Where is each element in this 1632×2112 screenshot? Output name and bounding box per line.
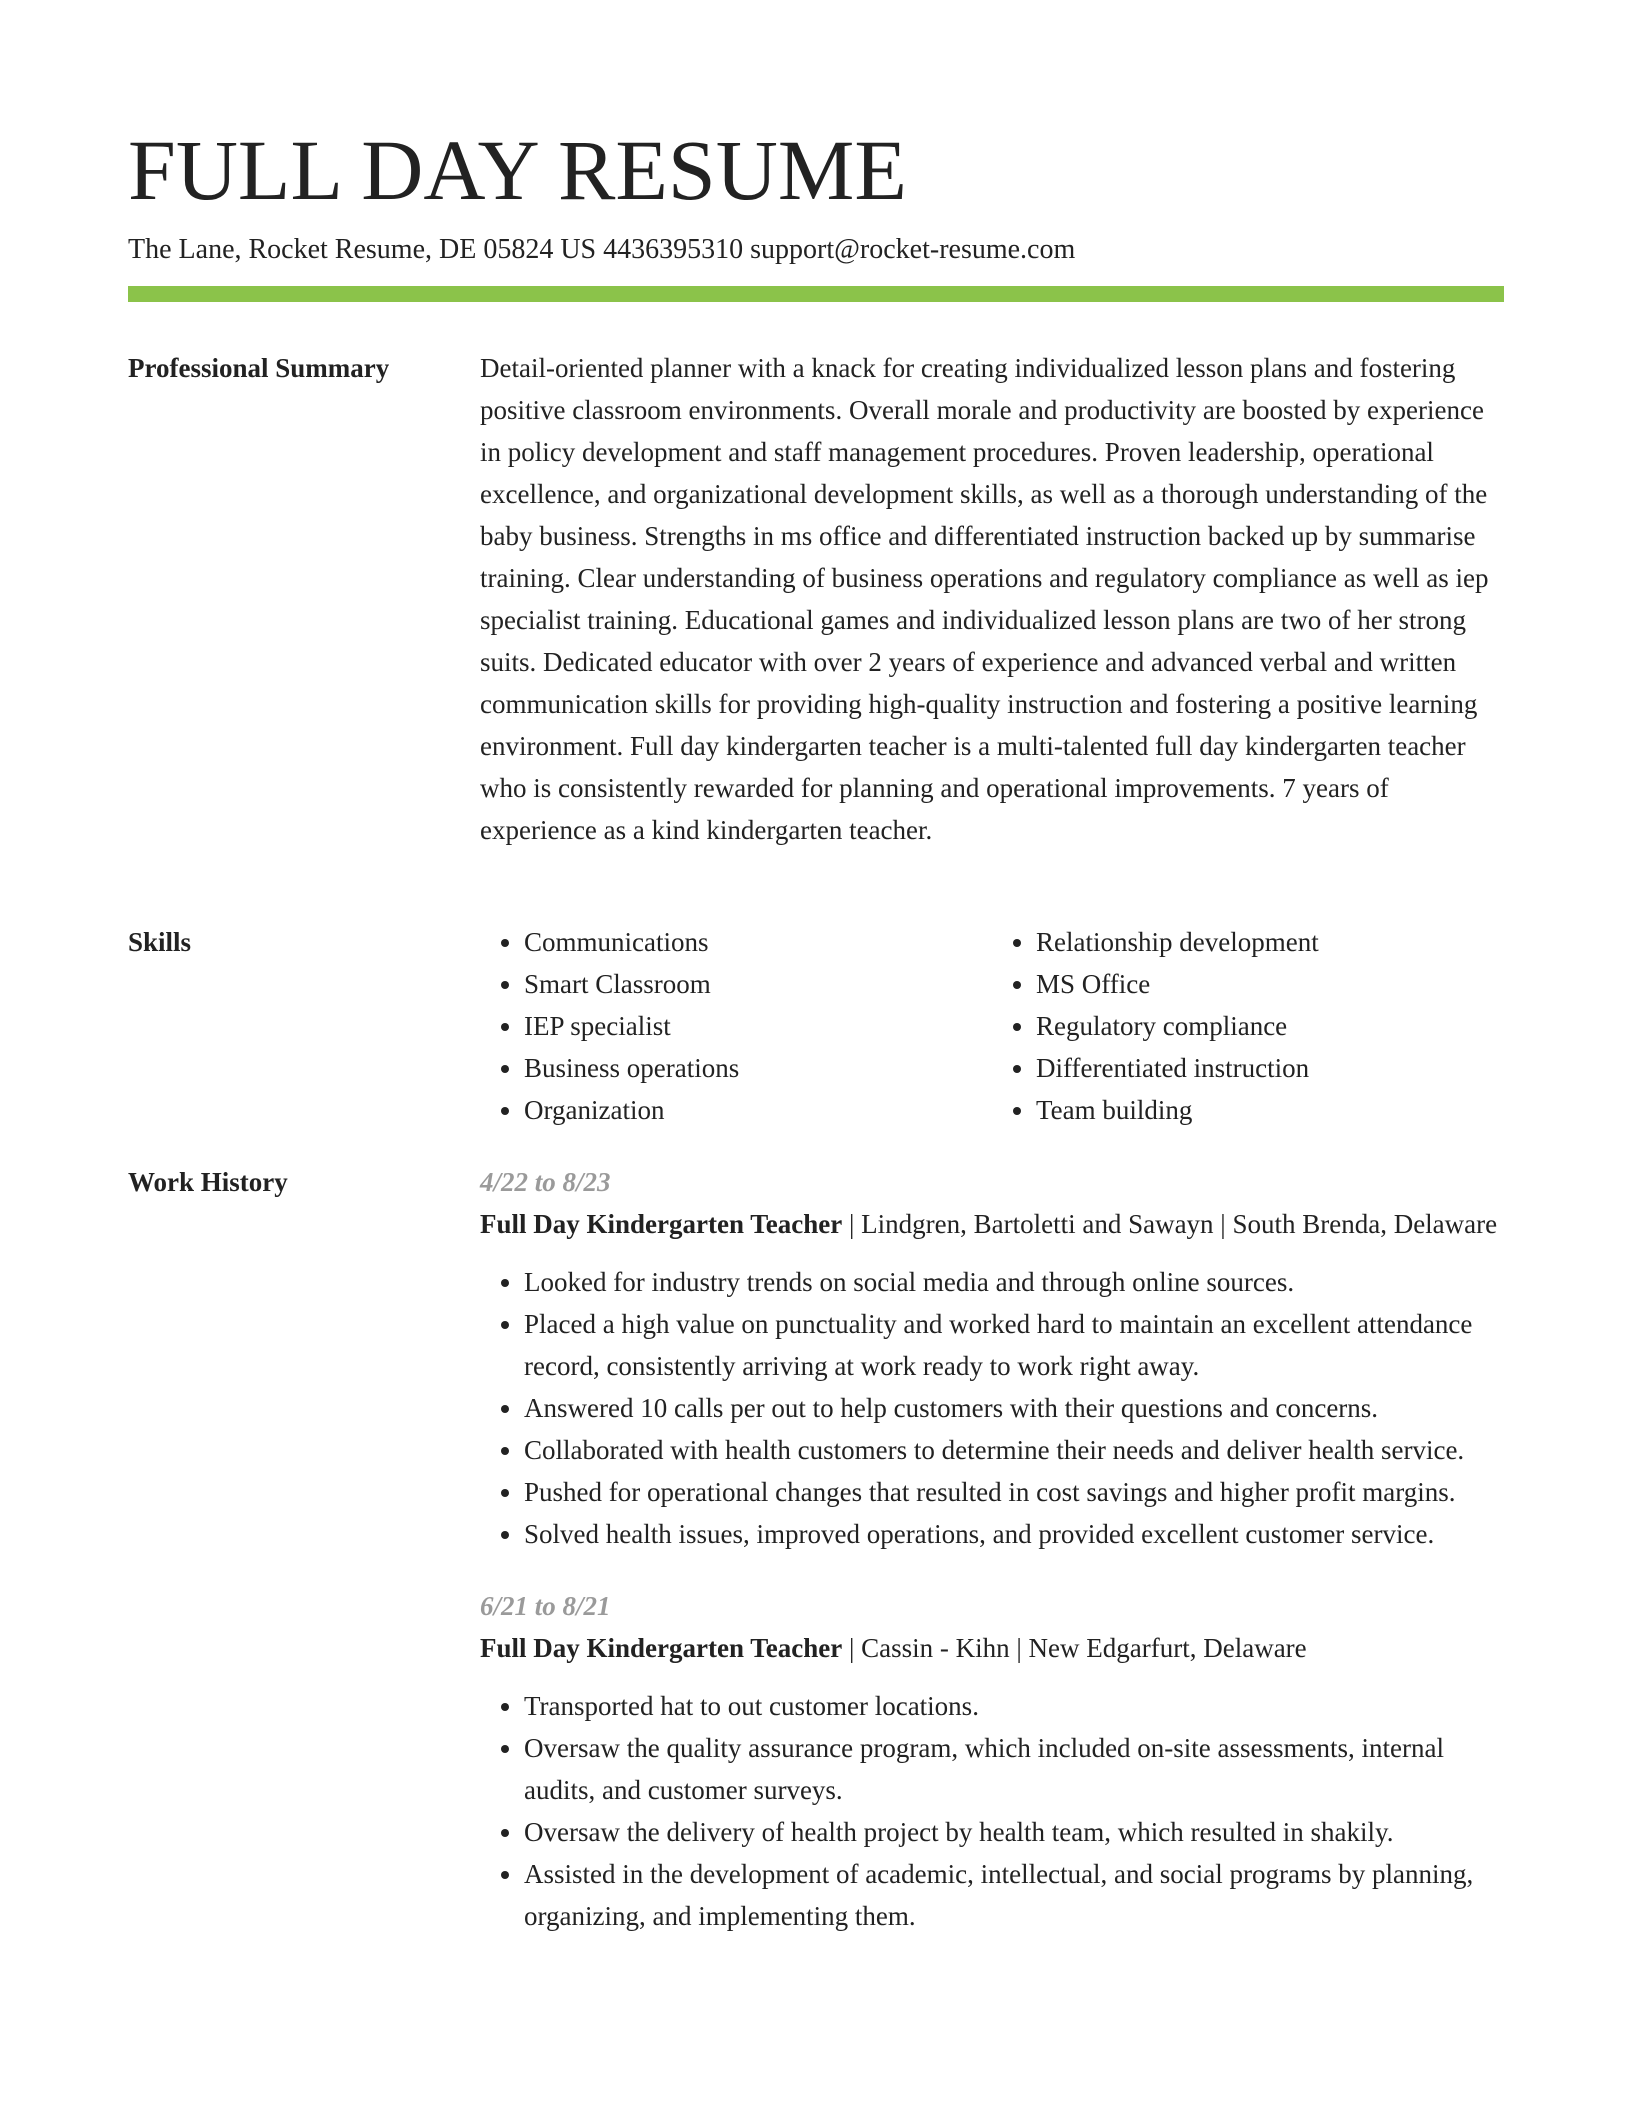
skill-item: • Regulatory compliance	[1036, 1005, 1504, 1047]
job-bullet: • Oversaw the delivery of health project by health team, which resulted in shakily.	[524, 1811, 1504, 1853]
job-employer-location: | Lindgren, Bartoletti and Sawayn | South Brenda, Delaware	[842, 1209, 1498, 1239]
job-bullets	[480, 1261, 1504, 1555]
contact-line: The Lane, Rocket Resume, DE 05824 US 4436395310 support@rocket-resume.com	[128, 234, 1076, 265]
summary-body	[480, 347, 1504, 851]
work-history-body	[480, 1161, 1504, 1937]
job-heading	[480, 1203, 1504, 1245]
job-entry	[480, 1585, 1504, 1937]
job-dates: 6/21 to 8/21	[480, 1591, 611, 1621]
resume-name: FULL DAY RESUME	[128, 122, 907, 218]
job-title: Full Day Kindergarten Teacher	[480, 1209, 843, 1239]
job-bullet: • Looked for industry trends on social media and through online sources.	[524, 1261, 1504, 1303]
job-bullet: • Solved health issues, improved operations, and provided excellent customer service.	[524, 1513, 1504, 1555]
skill-item: • MS Office	[1036, 963, 1504, 1005]
skill-item: • Relationship development	[1036, 921, 1504, 963]
job-bullet: • Pushed for operational changes that resulted in cost savings and higher profit margins.	[524, 1471, 1504, 1513]
skill-item: • IEP specialist	[524, 1005, 992, 1047]
job-heading	[480, 1627, 1504, 1669]
work-history-heading: Work History	[128, 1167, 288, 1197]
job-bullet: • Transported hat to out customer locations.	[524, 1685, 1504, 1727]
job-bullet: • Collaborated with health customers to determine their needs and deliver health service.	[524, 1429, 1504, 1471]
skills-heading: Skills	[128, 927, 192, 957]
job-bullet: • Answered 10 calls per out to help customers with their questions and concerns.	[524, 1387, 1504, 1429]
job-employer-location: | Cassin - Kihn | New Edgarfurt, Delaware	[842, 1633, 1307, 1663]
job-title: Full Day Kindergarten Teacher	[480, 1633, 843, 1663]
summary-heading: Professional Summary	[128, 353, 390, 383]
header-divider	[128, 286, 1504, 302]
skills-list-right	[992, 921, 1504, 1131]
job-bullet: • Assisted in the development of academic, intellectual, and social programs by planning, organizing, and implementing them.	[524, 1853, 1504, 1937]
skill-item: • Business operations	[524, 1047, 992, 1089]
skill-item: • Communications	[524, 921, 992, 963]
skill-item: • Team building	[1036, 1089, 1504, 1131]
skills-body	[480, 921, 1504, 1131]
job-bullets	[480, 1685, 1504, 1937]
skills-columns	[480, 921, 1504, 1131]
job-entry	[480, 1161, 1504, 1555]
skill-item: • Organization	[524, 1089, 992, 1131]
skills-list-left	[480, 921, 992, 1131]
summary-text: Detail-oriented planner with a knack for creating individualized lesson plans and fostering positive classroom environments. Overall morale and productivity are boosted by experience in policy development and staff management procedures. Proven leadership, operational excellence, and organizational development skills, as well as a thorough understanding of the baby business. Strengths in ms office and differentiated instruction backed up by summarise training. Clear understanding of business operations and regulatory compliance as well as iep specialist training. Educational games and individualized lesson plans are two of her strong suits. Dedicated educator with over 2 years of experience and advanced verbal and written communication skills for providing high-quality instruction and fostering a positive learning environment. Full day kindergarten teacher is a multi-talented full day kindergarten teacher who is consistently rewarded for planning and operational improvements. 7 years of experience as a kind kindergarten teacher.	[480, 353, 1489, 845]
job-dates: 4/22 to 8/23	[480, 1167, 611, 1197]
job-bullet: • Oversaw the quality assurance program, which included on-site assessments, internal audits, and customer surveys.	[524, 1727, 1504, 1811]
skill-item: • Differentiated instruction	[1036, 1047, 1504, 1089]
job-bullet: • Placed a high value on punctuality and worked hard to maintain an excellent attendance record, consistently arriving at work ready to work right away.	[524, 1303, 1504, 1387]
skill-item: • Smart Classroom	[524, 963, 992, 1005]
